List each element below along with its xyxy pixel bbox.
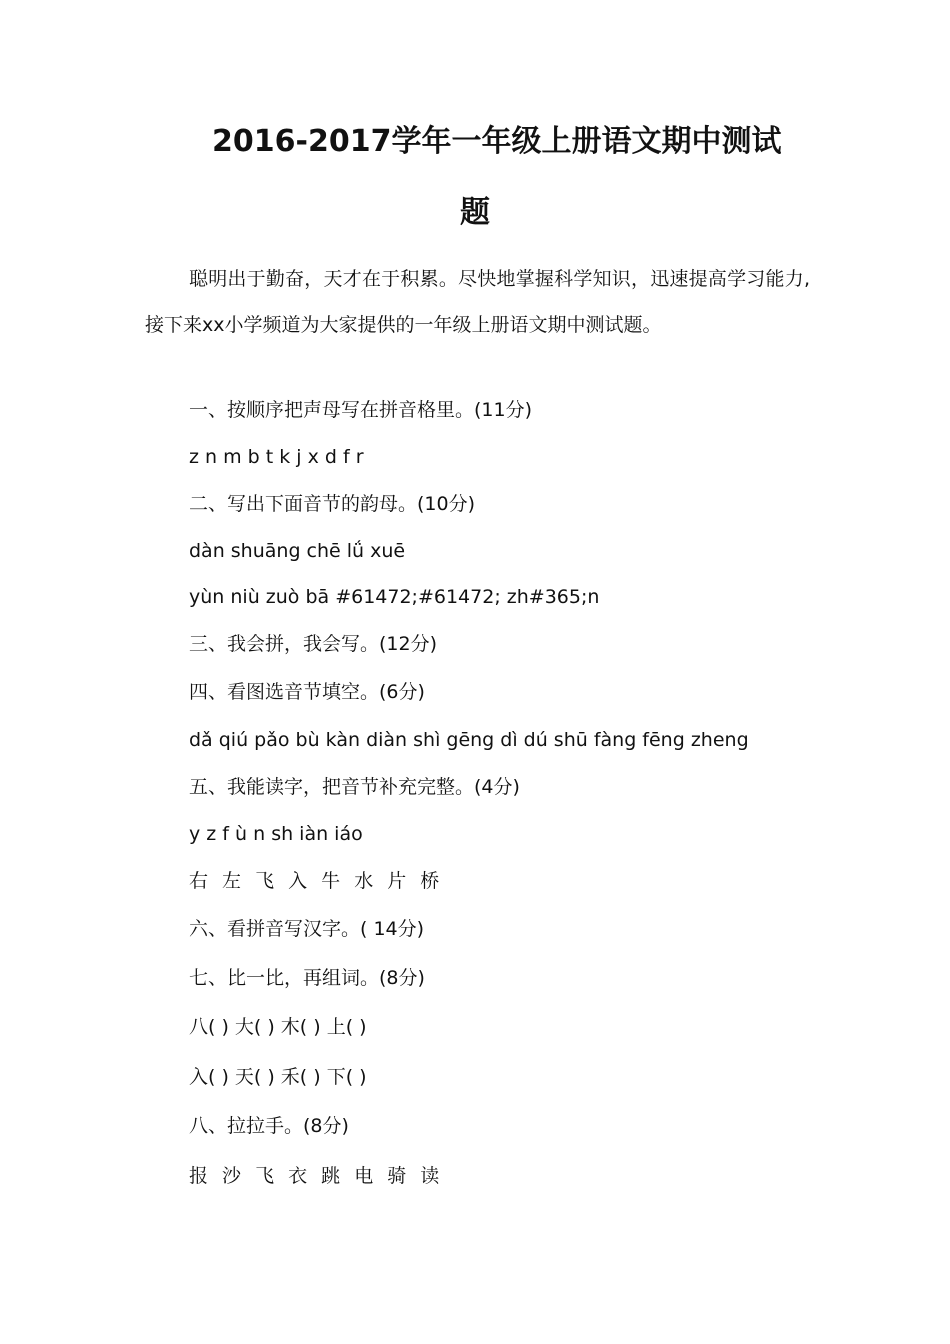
question-7-content-line-2: 入( ) 天( ) 禾( ) 下( ) xyxy=(189,1066,367,1088)
question-6-heading: 六、看拼音写汉字。( 14分) xyxy=(189,918,425,940)
question-2-heading: 二、写出下面音节的韵母。(10分) xyxy=(189,493,476,515)
question-5-content-line-1: y z f ù n sh iàn iáo xyxy=(189,823,363,845)
question-2-content-line-2: yùn niù zuò bā #61472;#61472; zh#365;n xyxy=(189,586,600,608)
question-8-content: 报 沙 飞 衣 跳 电 骑 读 xyxy=(189,1165,444,1187)
question-1-content: z n m b t k j x d f r xyxy=(189,446,364,468)
question-7-heading: 七、比一比，再组词。(8分) xyxy=(189,967,425,989)
question-8-heading: 八、拉拉手。(8分) xyxy=(189,1115,349,1137)
document-title-line-2: 题 xyxy=(460,195,490,230)
question-7-content-line-1: 八( ) 大( ) 木( ) 上( ) xyxy=(189,1016,367,1038)
question-1-heading: 一、按顺序把声母写在拼音格里。(11分) xyxy=(189,399,533,421)
question-5-content-line-2: 右 左 飞 入 牛 水 片 桥 xyxy=(189,870,444,892)
question-2-content-line-1: dàn shuāng chē lǘ xuē xyxy=(189,540,406,562)
question-4-heading: 四、看图选音节填空。(6分) xyxy=(189,681,425,703)
intro-paragraph: 聪明出于勤奋，天才在于积累。尽快地掌握科学知识，迅速提高学习能力,接下来xx小学频道为大家提供的一年级上册语文期中测试题。 xyxy=(145,268,810,336)
question-3-heading: 三、我会拼，我会写。(12分) xyxy=(189,633,438,655)
question-5-heading: 五、我能读字，把音节补充完整。(4分) xyxy=(189,776,520,798)
document-title-line-1: 2016-2017学年一年级上册语文期中测试 xyxy=(212,124,782,159)
question-4-content: dǎ qiú pǎo bù kàn diàn shì gēng dì dú shū fàng fēng zheng xyxy=(189,729,749,751)
